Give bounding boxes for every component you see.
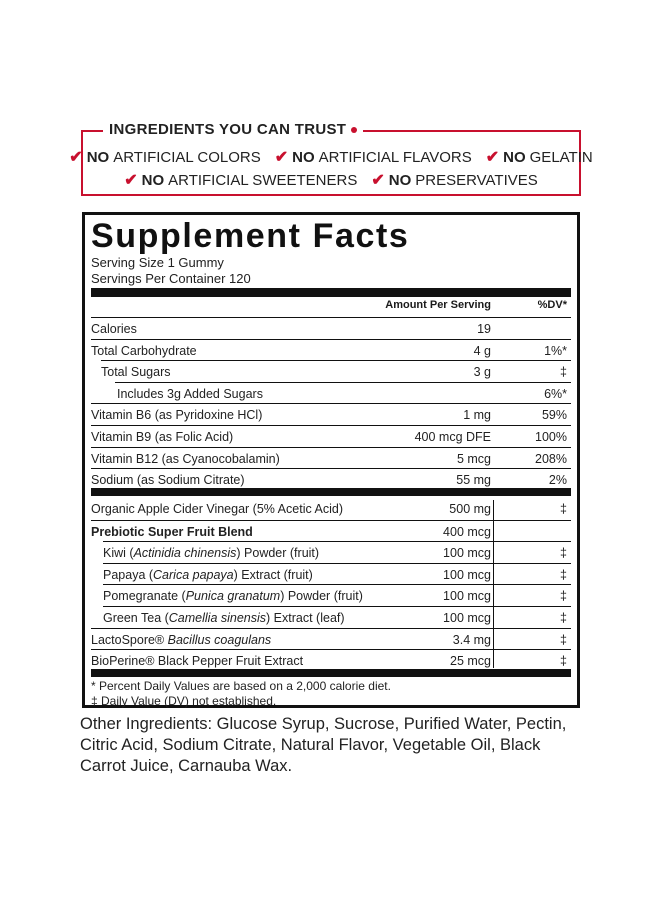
ingredient-row-kiwi: Kiwi (Actinidia chinensis) Powder (fruit) 100 mcg ‡	[103, 541, 571, 564]
thick-divider	[91, 669, 571, 677]
trust-claims-row-2	[83, 170, 579, 190]
claim-no-artificial-colors: ✔ NO ARTIFICIAL COLORS	[69, 148, 261, 166]
ingredient-row-prebiotic-blend: Prebiotic Super Fruit Blend 400 mcg	[91, 520, 571, 543]
nutrient-row-total-carbohydrate: Total Carbohydrate 4 g 1%*	[91, 339, 571, 362]
ingredient-row-apple-cider-vinegar: Organic Apple Cider Vinegar (5% Acetic Acid) 500 mg ‡	[91, 502, 567, 516]
check-icon: ✔	[371, 172, 385, 189]
ingredient-row-bioperine: BioPerine® Black Pepper Fruit Extract 25 mcg ‡	[91, 649, 571, 672]
check-icon: ✔	[69, 149, 83, 166]
nutrient-row-vitamin-b12: Vitamin B12 (as Cyanocobalamin) 5 mcg 208%	[91, 447, 571, 470]
nutrient-row-sodium: Sodium (as Sodium Citrate) 55 mg 2%	[91, 468, 571, 491]
claim-no-preservatives: ✔ NO PRESERVATIVES	[371, 171, 538, 189]
ingredients-trust-box	[69, 121, 593, 196]
nutrient-row-vitamin-b9: Vitamin B9 (as Folic Acid) 400 mcg DFE 100%	[91, 425, 571, 448]
thick-divider	[91, 288, 571, 297]
claim-no-gelatin: ✔ NO GELATIN	[485, 148, 593, 166]
ingredient-row-papaya: Papaya (Carica papaya) Extract (fruit) 100 mcg ‡	[103, 563, 571, 586]
nutrient-row-calories: Calories 19	[91, 317, 571, 340]
thick-divider	[91, 488, 571, 496]
supplement-facts-panel	[82, 212, 580, 708]
trust-claims-row-1	[69, 147, 593, 167]
column-divider	[493, 500, 494, 668]
facts-title: Supplement Facts	[91, 217, 410, 255]
check-icon: ✔	[124, 172, 138, 189]
nutrient-row-vitamin-b6: Vitamin B6 (as Pyridoxine HCl) 1 mg 59%	[91, 403, 571, 426]
ingredient-row-pomegranate: Pomegranate (Punica granatum) Powder (fruit) 100 mcg ‡	[103, 584, 571, 607]
claim-no-artificial-flavors: ✔ NO ARTIFICIAL FLAVORS	[274, 148, 472, 166]
ingredient-row-lactospore: LactoSpore® Bacillus coagulans 3.4 mg ‡	[91, 628, 571, 651]
footnote-dv-not-established: ‡ Daily Value (DV) not established.	[91, 694, 277, 708]
servings-per-container: Servings Per Container 120	[91, 271, 251, 286]
nutrient-row-total-sugars: Total Sugars 3 g ‡	[101, 360, 571, 383]
other-ingredients: Other Ingredients: Glucose Syrup, Sucrose, Purified Water, Pectin, Citric Acid, Sodium Citrate, Natural Flavor, Vegetable Oil, Black Carrot Juice, Carnauba Wax.	[80, 715, 567, 775]
header-dv: %DV*	[537, 299, 567, 311]
trust-title: INGREDIENTS YOU CAN TRUST	[103, 121, 363, 138]
nutrient-row-added-sugars: Includes 3g Added Sugars 6%*	[115, 382, 571, 405]
check-icon: ✔	[485, 149, 500, 166]
claim-no-artificial-sweeteners: ✔ NO ARTIFICIAL SWEETENERS	[124, 171, 358, 189]
footnote-daily-values: * Percent Daily Values are based on a 2,000 calorie diet.	[91, 679, 391, 693]
dot-icon	[351, 127, 357, 133]
column-header	[91, 297, 571, 314]
header-amount: Amount Per Serving	[385, 299, 491, 311]
serving-size: Serving Size 1 Gummy	[91, 255, 224, 270]
check-icon: ✔	[274, 149, 289, 166]
ingredient-row-green-tea: Green Tea (Camellia sinensis) Extract (leaf) 100 mcg ‡	[103, 606, 571, 629]
